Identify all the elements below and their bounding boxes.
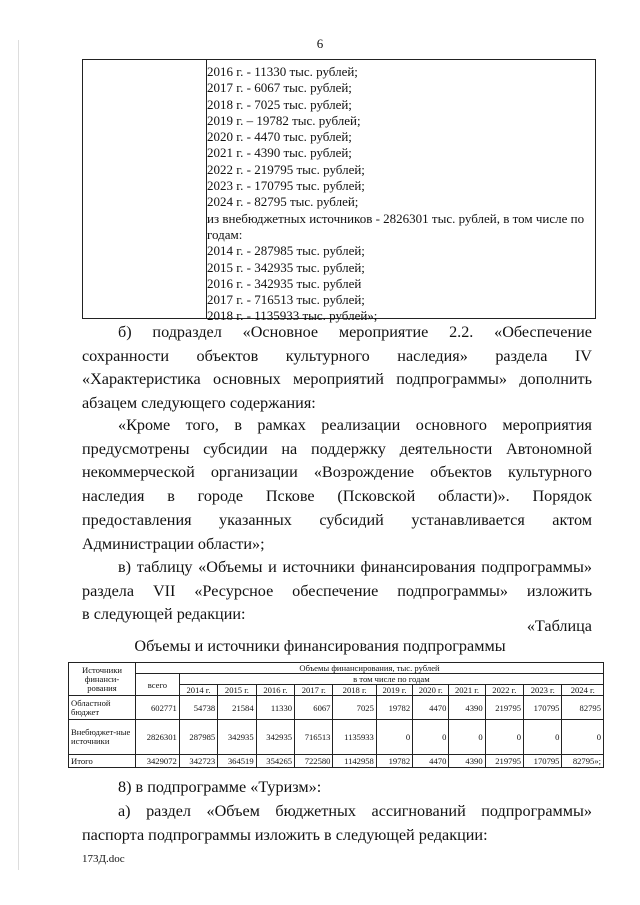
cell-value: 219795 xyxy=(485,755,523,768)
funding-line: из внебюджетных источников - 2826301 тыс. рублей, в том числе по годам: xyxy=(207,210,585,242)
funding-line: 2024 г. - 82795 тыс. рублей; xyxy=(207,194,359,210)
cell-value: 7025 xyxy=(333,696,376,720)
scan-edge xyxy=(18,40,19,870)
header-by-year: в том числе по годам xyxy=(179,674,603,685)
paragraph-line: в) таблицу «Объемы и источники финансирования подпрограммы» xyxy=(118,558,592,576)
paragraph-quote xyxy=(82,414,592,556)
cell-value: 21584 xyxy=(218,696,256,720)
paragraph-line: абзацем следующего содержания: xyxy=(82,394,316,413)
header-year: 2022 г. xyxy=(485,685,523,696)
item-8 xyxy=(82,776,592,800)
cell-value: 364519 xyxy=(218,755,256,768)
header-year: 2015 г. xyxy=(218,685,256,696)
funding-line: 2017 г. - 6067 тыс. рублей; xyxy=(207,80,352,96)
header-year: 2021 г. xyxy=(449,685,485,696)
cell-value: 4470 xyxy=(413,696,449,720)
header-total: всего xyxy=(136,674,180,696)
cell-value: 4470 xyxy=(413,755,449,768)
funding-line: 2022 г. - 219795 тыс. рублей; xyxy=(207,161,365,177)
table-row xyxy=(69,696,604,720)
header-year: 2023 г. xyxy=(524,685,562,696)
paragraph-line: раздела VII «Ресурсное обеспечение подпрограммы» изложить xyxy=(82,581,592,600)
row-source: Областной бюджет xyxy=(69,696,136,720)
cell-value: 4390 xyxy=(449,696,485,720)
funding-line: 2020 г. - 4470 тыс. рублей; xyxy=(207,129,352,145)
funding-line: 2016 г. - 11330 тыс. рублей; xyxy=(207,64,358,79)
cell-value: 54738 xyxy=(179,696,217,720)
cell-value: 342935 xyxy=(256,720,294,755)
cell-value: 170795 xyxy=(524,696,562,720)
header-year: 2016 г. xyxy=(256,685,294,696)
cell-value: 4390 xyxy=(449,755,485,768)
cell-value: 716513 xyxy=(295,720,333,755)
paragraph-line: Администрации области»; xyxy=(82,534,265,553)
table-label: «Таблица xyxy=(526,617,592,635)
paragraph-v xyxy=(82,556,592,627)
cell-value: 0 xyxy=(485,720,523,755)
funding-line: 2015 г. - 342935 тыс. рублей; xyxy=(207,259,365,275)
cell-value: 19782 xyxy=(376,696,412,720)
cell-value: 19782 xyxy=(376,755,412,768)
header-year: 2019 г. xyxy=(376,685,412,696)
row-total: 602771 xyxy=(136,696,180,720)
paragraph-line: 8) в подпрограмме «Туризм»: xyxy=(118,778,322,796)
cell-value: 0 xyxy=(524,720,562,755)
header-year: 2020 г. xyxy=(413,685,449,696)
row-total: 3429072 xyxy=(136,755,180,768)
footer-filename: 173Д.doc xyxy=(82,853,125,865)
funding-line: 2018 г. - 7025 тыс. рублей; xyxy=(207,96,352,112)
cell-value: 219795 xyxy=(485,696,523,720)
cell-value: 0 xyxy=(449,720,485,755)
paragraph-line: сохранности объектов культурного наследия» раздела IV xyxy=(82,346,592,365)
cell-value: 342723 xyxy=(179,755,217,768)
paragraph-line: «Кроме того, в рамках реализации основного мероприятия xyxy=(118,416,592,434)
cell-value: 11330 xyxy=(256,696,294,720)
funding-line: 2018 г. - 1135933 тыс. рублей»; xyxy=(207,308,378,324)
cell-value: 6067 xyxy=(295,696,333,720)
cell-value: 1142958 xyxy=(333,755,376,768)
header-year: 2014 г. xyxy=(179,685,217,696)
cell-value: 287985 xyxy=(179,720,217,755)
cell-value: 0 xyxy=(376,720,412,755)
cell-value: 0 xyxy=(562,720,604,755)
funding-line: 2021 г. - 4390 тыс. рублей; xyxy=(207,145,352,161)
paragraph-line: б) подраздел «Основное мероприятие 2.2. «Обеспечение xyxy=(118,323,592,341)
paragraph-a xyxy=(82,800,592,847)
funding-line: 2014 г. - 287985 тыс. рублей; xyxy=(207,243,365,259)
table-row xyxy=(69,720,604,755)
table-row xyxy=(69,755,604,768)
header-volumes: Объемы финансирования, тыс. рублей xyxy=(136,663,604,674)
row-total: 2826301 xyxy=(136,720,180,755)
paragraph-line: предоставления указанных субсидий устанавливается актом xyxy=(82,510,592,529)
header-year: 2024 г. xyxy=(562,685,604,696)
table-title: Объемы и источники финансирования подпрограммы xyxy=(134,637,506,655)
cell-value: 342935 xyxy=(218,720,256,755)
paragraph-line: наследия в городе Пскове (Псковской области)». Порядок xyxy=(82,487,592,506)
paragraph-line: а) раздел «Объем бюджетных ассигнований подпрограммы» xyxy=(118,802,592,820)
cell-value: 0 xyxy=(413,720,449,755)
financing-table xyxy=(68,662,604,768)
page-number: 6 xyxy=(316,36,324,51)
funding-line: 2016 г. - 342935 тыс. рублей xyxy=(207,275,362,291)
paragraph-line: некоммерческой организации «Возрождение объектов культурного xyxy=(82,463,592,482)
cell-value: 82795 xyxy=(562,696,604,720)
header-year: 2018 г. xyxy=(333,685,376,696)
header-year: 2017 г. xyxy=(295,685,333,696)
cell-value: 1135933 xyxy=(333,720,376,755)
paragraph-line: «Характеристика основных мероприятий подпрограммы» дополнить xyxy=(82,370,592,389)
paragraph-line: паспорта подпрограммы изложить в следующей редакции: xyxy=(82,825,488,844)
continuation-table xyxy=(82,59,596,324)
funding-list-cell xyxy=(207,64,591,325)
paragraph-b xyxy=(82,321,592,416)
paragraph-line: в следующей редакции: xyxy=(82,605,246,624)
funding-line: 2019 г. – 19782 тыс. рублей; xyxy=(207,112,361,128)
cell-value: 354265 xyxy=(256,755,294,768)
cell-value: 722580 xyxy=(295,755,333,768)
cell-value: 82795»; xyxy=(562,755,604,768)
funding-line: 2017 г. - 716513 тыс. рублей; xyxy=(207,292,365,308)
row-source: Итого xyxy=(69,755,136,768)
row-source: Внебюджет-ные источники xyxy=(69,720,136,755)
header-source: Источники финанси-рования xyxy=(69,663,136,696)
empty-left-cell xyxy=(83,60,207,318)
funding-line: 2023 г. - 170795 тыс. рублей; xyxy=(207,178,365,194)
cell-value: 170795 xyxy=(524,755,562,768)
paragraph-line: предусмотрены субсидии на поддержку деятельности Автономной xyxy=(82,439,592,458)
